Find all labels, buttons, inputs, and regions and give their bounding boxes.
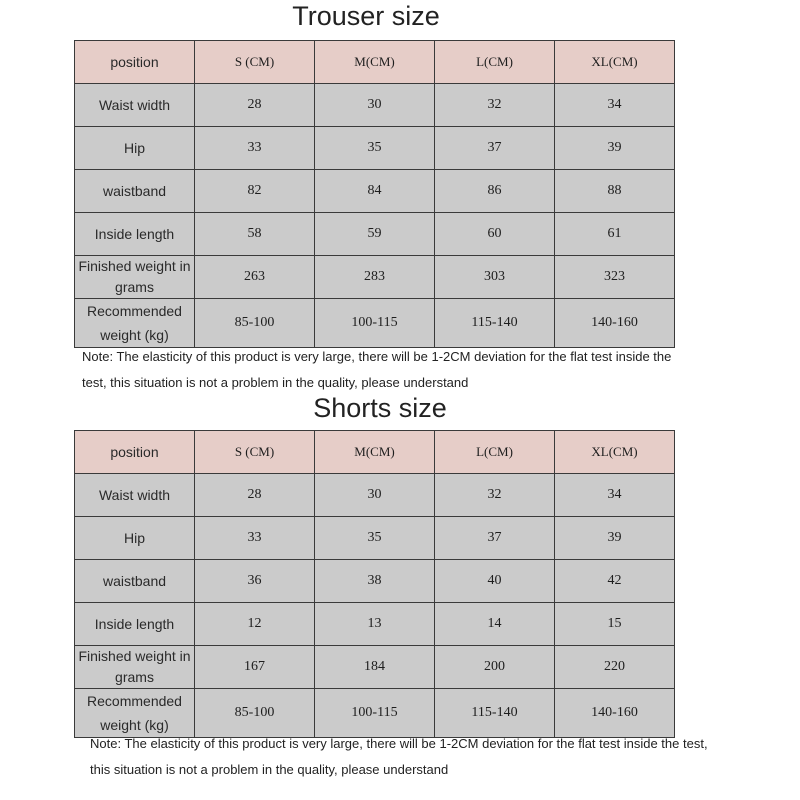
cell-value: 59: [315, 213, 435, 256]
cell-value: 28: [195, 84, 315, 127]
header-position: position: [75, 41, 195, 84]
header-size-l: L(CM): [435, 41, 555, 84]
cell-value: 35: [315, 127, 435, 170]
header-size-xl: XL(CM): [555, 431, 675, 474]
row-label: Finished weight in grams: [75, 646, 195, 689]
trouser-size-table: [74, 40, 675, 348]
cell-value: 39: [555, 127, 675, 170]
row-label: Recommended weight (kg): [75, 299, 195, 348]
cell-value: 167: [195, 646, 315, 689]
row-label: Inside length: [75, 603, 195, 646]
cell-value: 32: [435, 84, 555, 127]
cell-value: 33: [195, 517, 315, 560]
table-row: [75, 603, 675, 646]
cell-value: 100-115: [315, 299, 435, 348]
cell-value: 184: [315, 646, 435, 689]
cell-value: 323: [555, 256, 675, 299]
table-row: [75, 84, 675, 127]
table-row: [75, 170, 675, 213]
row-label: Hip: [75, 517, 195, 560]
table-row: [75, 299, 675, 348]
cell-value: 40: [435, 560, 555, 603]
table-header-row: [75, 431, 675, 474]
cell-value: 34: [555, 84, 675, 127]
cell-value: 84: [315, 170, 435, 213]
table-row: [75, 474, 675, 517]
cell-value: 38: [315, 560, 435, 603]
table-row: [75, 517, 675, 560]
header-position: position: [75, 431, 195, 474]
cell-value: 140-160: [555, 299, 675, 348]
cell-value: 39: [555, 517, 675, 560]
shorts-size-table: [74, 430, 675, 738]
header-size-m: M(CM): [315, 41, 435, 84]
table-row: [75, 127, 675, 170]
table-row: [75, 256, 675, 299]
row-label: Finished weight in grams: [75, 256, 195, 299]
cell-value: 61: [555, 213, 675, 256]
cell-value: 30: [315, 84, 435, 127]
cell-value: 34: [555, 474, 675, 517]
cell-value: 82: [195, 170, 315, 213]
cell-value: 32: [435, 474, 555, 517]
cell-value: 100-115: [315, 689, 435, 738]
row-label: Waist width: [75, 474, 195, 517]
cell-value: 58: [195, 213, 315, 256]
cell-value: 30: [315, 474, 435, 517]
cell-value: 85-100: [195, 689, 315, 738]
cell-value: 37: [435, 517, 555, 560]
cell-value: 88: [555, 170, 675, 213]
cell-value: 86: [435, 170, 555, 213]
cell-value: 12: [195, 603, 315, 646]
row-label: waistband: [75, 560, 195, 603]
cell-value: 140-160: [555, 689, 675, 738]
row-label: Waist width: [75, 84, 195, 127]
row-label: waistband: [75, 170, 195, 213]
cell-value: 303: [435, 256, 555, 299]
cell-value: 115-140: [435, 689, 555, 738]
cell-value: 85-100: [195, 299, 315, 348]
cell-value: 37: [435, 127, 555, 170]
table-header-row: [75, 41, 675, 84]
header-size-l: L(CM): [435, 431, 555, 474]
trouser-size-title: Trouser size: [292, 1, 440, 31]
cell-value: 60: [435, 213, 555, 256]
cell-value: 15: [555, 603, 675, 646]
table-row: [75, 646, 675, 689]
row-label: Recommended weight (kg): [75, 689, 195, 738]
cell-value: 35: [315, 517, 435, 560]
cell-value: 14: [435, 603, 555, 646]
table-row: [75, 213, 675, 256]
row-label: Inside length: [75, 213, 195, 256]
header-size-s: S (CM): [195, 41, 315, 84]
cell-value: 220: [555, 646, 675, 689]
cell-value: 28: [195, 474, 315, 517]
cell-value: 33: [195, 127, 315, 170]
cell-value: 283: [315, 256, 435, 299]
cell-value: 42: [555, 560, 675, 603]
header-size-xl: XL(CM): [555, 41, 675, 84]
cell-value: 36: [195, 560, 315, 603]
cell-value: 263: [195, 256, 315, 299]
cell-value: 115-140: [435, 299, 555, 348]
header-size-s: S (CM): [195, 431, 315, 474]
row-label: Hip: [75, 127, 195, 170]
table-row: [75, 560, 675, 603]
cell-value: 13: [315, 603, 435, 646]
shorts-note: Note: The elasticity of this product is very large, there will be 1-2CM deviation for the flat test inside the test, this situation is not a problem in the quality, please understand: [90, 736, 708, 777]
cell-value: 200: [435, 646, 555, 689]
trouser-note: Note: The elasticity of this product is very large, there will be 1-2CM deviation for the flat test inside the test, this situation is not a problem in the quality, please understand: [82, 349, 672, 390]
header-size-m: M(CM): [315, 431, 435, 474]
shorts-size-title: Shorts size: [313, 393, 447, 423]
